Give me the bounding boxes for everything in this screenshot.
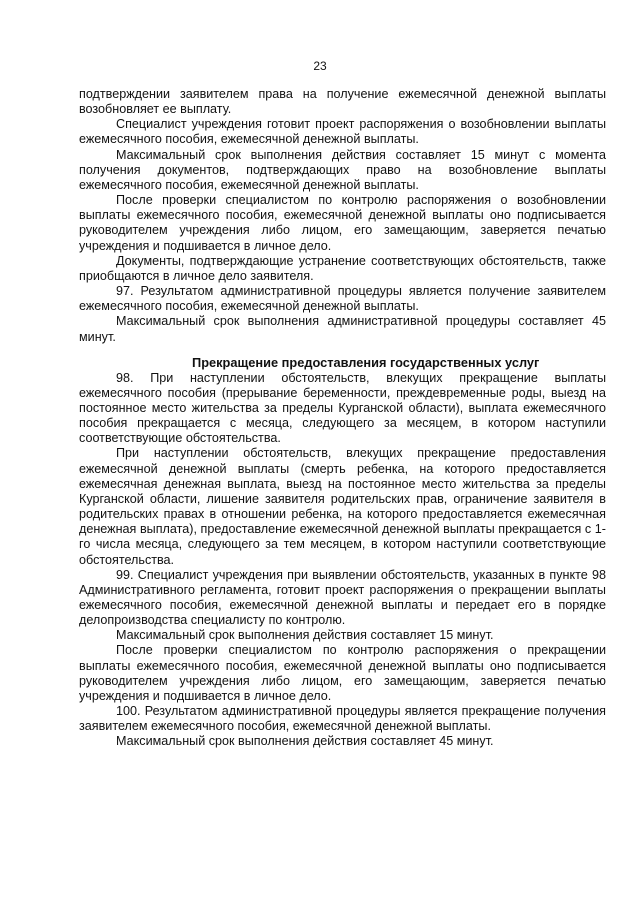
paragraph: Максимальный срок выполнения действия составляет 45 минут. [116,734,494,749]
paragraph: Документы, подтверждающие устранение соответствующих обстоятельств, также приобщаются в личное дело заявителя. [79,253,606,283]
paragraph: Максимальный срок выполнения действия составляет 15 минут. [116,628,494,643]
section-heading: Прекращение предоставления государственных услуг [192,354,540,370]
page-number: 23 [313,59,327,73]
paragraph: 97. Результатом административной процедуры является получение заявителем ежемесячного пособия, ежемесячной денежной выплаты. [79,284,606,314]
paragraph: После проверки специалистом по контролю распоряжения о прекращении выплаты ежемесячного пособия, ежемесячной денежной выплаты оно подписывается руководителем учреждения либо лицом, его замещающим, заверяется печатью учреждения и подшивается в личное дело. [79,643,606,703]
paragraph: 100. Результатом административной процедуры является прекращение получения заявителем ежемесячного пособия, ежемесячной денежной выплаты. [79,704,606,734]
paragraph: Специалист учреждения готовит проект распоряжения о возобновлении выплаты ежемесячного пособия, ежемесячной денежной выплаты. [79,117,606,147]
paragraph-continuation: подтверждении заявителем права на получение ежемесячной денежной выплаты возобновляет ее выплату. [79,87,606,117]
paragraph: 98. При наступлении обстоятельств, влекущих прекращение выплаты ежемесячного пособия (прерывание беременности, преждевременные роды, выезд на постоянное место жительства за пределы Курганской области), выплата ежемесячного пособия прекращается с месяца, следующего за месяцем, в котором наступили соответствующие обстоятельства. [79,370,606,446]
document-body [79,87,606,750]
paragraph: Максимальный срок выполнения административной процедуры составляет 45 минут. [79,314,606,344]
paragraph: После проверки специалистом по контролю распоряжения о возобновлении выплаты ежемесячного пособия, ежемесячной денежной выплаты оно подписывается руководителем учреждения либо лицом, его замещающим, заверяется печатью учреждения и подшивается в личное дело. [79,193,606,253]
paragraph: При наступлении обстоятельств, влекущих прекращение предоставления ежемесячной денежной выплаты (смерть ребенка, на которого предоставляется ежемесячная денежная выплата, выезд на постоянное место жительства за пределы Курганской области, лишение заявителя родительских прав, ограничение заявителя в родительских правах в отношении ребенка, на которого предоставляется ежемесячная денежная выплата), предоставление ежемесячной денежной выплаты прекращается с 1-го числа месяца, следующего за тем месяцем, в котором наступили соответствующие обстоятельства. [79,446,606,567]
paragraph: 99. Специалист учреждения при выявлении обстоятельств, указанных в пункте 98 Административного регламента, готовит проект распоряжения о прекращении выплаты ежемесячного пособия, ежемесячной денежной выплаты и передает его в порядке делопроизводства специалисту по контролю. [79,567,606,628]
paragraph: Максимальный срок выполнения действия составляет 15 минут с момента получения документов, подтверждающих право на возобновление выплаты ежемесячного пособия, ежемесячной денежной выплаты. [79,147,606,192]
